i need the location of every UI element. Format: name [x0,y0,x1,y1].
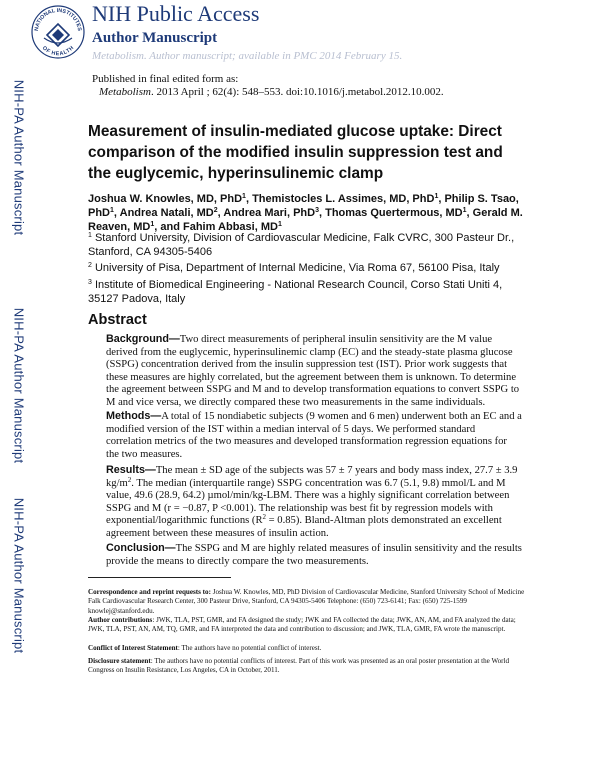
abstract-results: Results—The mean ± SD age of the subjects was 57 ± 7 years and body mass index, 27.7 ± 3.9 $kg/m^2$. The median (interquartile range) SSPG concentration was 6.7 (5.1, 9.8) mmol/L and M value, 49.6 (28.9, 64.2) µmol/min/kg-LBM. There was a highly significant correlation between SSPG and M (r = −0.87, P <0.001). The relationship was best fit by regression models with exponential/logarithmic functions $(R^2 = 0.85)$. Bland-Altman plots demonstrated an excellent agreement between these measures of insulin action. [106,464,518,539]
affiliation: $^1$ Stanford University, Division of Cardiovascular Medicine, Falk CVRC, 300 Pasteur Dr., Stanford, CA 94305-5406 [88,232,515,258]
affiliation: $^2$ University of Pisa, Department of Internal Medicine, Via Roma 67, 56100 Pisa, Italy [88,262,500,274]
author-name: Fahim Abbasi, MD [183,221,278,233]
footnote-divider [88,577,231,578]
logo-ring-text-top: NATIONAL INSTITUTES [33,7,83,32]
abstract-conclusion: Conclusion—The SSPG and M are highly related measures of insulin sensitivity and the results provide the means to directly compare the two measurements. [106,542,522,567]
published-label: Published in final edited form as: [92,73,239,85]
logo-ring-text-bottom: OF HEALTH [40,45,76,58]
author-name: Philip S. Tsao, PhD [88,193,519,219]
abstract-heading: Abstract [88,312,147,328]
side-label-middle: NIH-PA Author Manuscript [11,307,27,463]
author-manuscript-subtitle: Author Manuscript [92,30,218,46]
availability-note: Metabolism. Author manuscript; available in PMC 2014 February 15. [92,50,403,62]
author-name: Thomas Quertermous, MD [325,207,463,219]
citation-journal: Metabolism [99,86,151,98]
footnote-conflict-of-interest: Conflict of Interest Statement: The authors have no potential conflict of interest. [88,644,322,652]
abstract-background: Background—Two direct measurements of peripheral insulin sensitivity are the M value derived from the euglycemic, hyperinsulinemic clamp (EC) and the steady-state plasma glucose (SSPG) concentration derived from the insulin suppression test (IST). Prior work suggests that these measures are highly correlated, but the agreement between them is unknown. To determine the agreement between SSPG and M and to develop transformation equations to convert SSPG to M and vice versa, we directly compared these two measurements in the same individuals. [106,333,520,408]
author-name: Gerald M. Reaven, MD [88,207,523,233]
author-name: Joshua W. Knowles, MD, PhD [88,193,243,205]
author-name: Andrea Mari, PhD [223,207,316,219]
citation-details: . 2013 April ; 62(4): 548–553. doi:10.1016/j.metabol.2012.10.002. [150,86,444,98]
nih-public-access-title: NIH Public Access [92,1,260,26]
author-name: Themistocles L. Assimes, MD, PhD [252,193,435,205]
affiliation: $^3$ Institute of Biomedical Engineering - National Research Council, Corso Stati Uniti 4, 35127 Padova, Italy [88,279,503,305]
article-title: Measurement of insulin-mediated glucose uptake: Direct comparison of the modified insulin suppression test and the euglycemic, hyperinsulinemic clamp [88,123,503,182]
side-label-top: NIH-PA Author Manuscript [11,79,27,235]
author-list: Joshua W. Knowles, MD, PhD$^1$, Themistocles L. Assimes, MD, PhD$^1$, Philip S. Tsao, PhD$^1$, Andrea Natali, $MD^2$, Andrea Mari, PhD$^3$, Thomas Quertermous, $MD^1$, Gerald M. Reaven, $MD^1$, and Fahim Abbasi, $MD^1$ [88,193,523,233]
footnote-correspondence: Correspondence and reprint requests to: Joshua W. Knowles, MD, PhD Division of Cardiovascular Medicine, Stanford University School of Medicine Falk Cardiovascular Research Center, 300 Pasteur Drive, Stanford, CA 94305-5406 Telephone: (650) 723-6141; Fax: (650) 725-1599 knowlej@stanford.edu. [88,588,525,615]
abstract-methods: Methods—A total of 15 nondiabetic subjects (9 women and 6 men) underwent both an EC and a modified version of the IST within a median interval of 5 days. We performed standard correlation metrics of the two measures and developed transformation regression equations for the two measures. [106,410,522,460]
side-label-bottom: NIH-PA Author Manuscript [11,497,27,653]
citation [99,86,444,98]
nih-logo [30,4,86,60]
logo-emblem-icon [44,24,72,46]
footnote-author-contributions: Author contributions: JWK, TLA, PST, GMR, and FA designed the study; JWK and FA collected the data; JWK, AN, AM, and FA analyzed the data; JWK, TLA, PST, AN, AM, TQ, GMR, and FA interpreted the data and contribution to discussion; and JWK, TLA, GMR, FA wrote the manuscript. [88,616,516,634]
footnote-disclosure: Disclosure statement: The authors have no potential conflicts of interest. Part of this work was presented as an oral poster presentation at the World Congress on Insulin Resistance, Los Angeles, CA in October, 2011. [88,657,510,675]
author-name: Andrea Natali, MD [119,207,214,219]
